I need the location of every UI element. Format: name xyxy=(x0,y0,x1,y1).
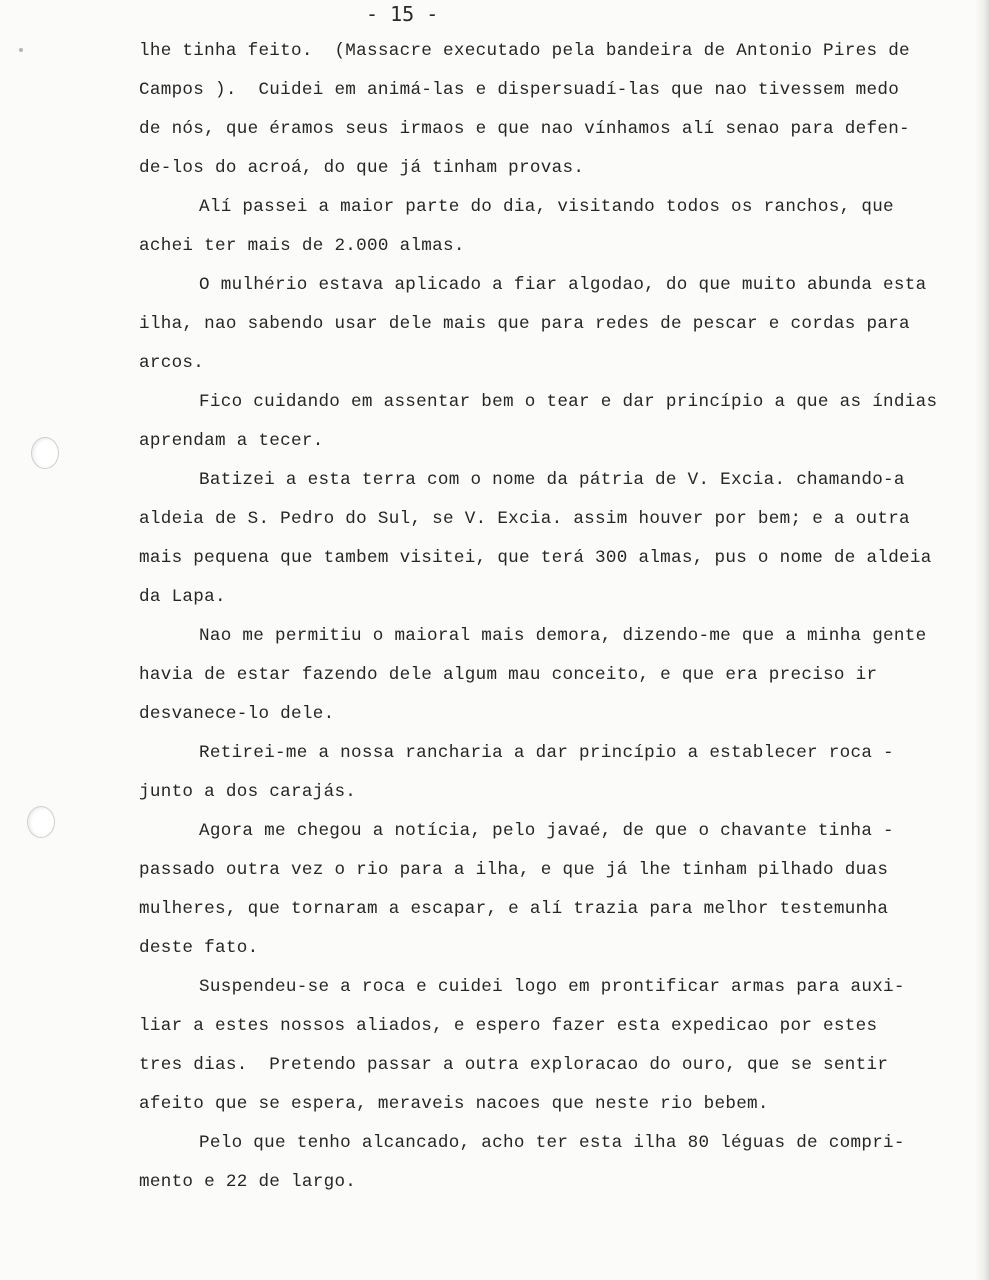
text-line: Agora me chegou a notícia, pelo javaé, de que o chavante tinha - xyxy=(199,821,894,841)
page-number: - 15 - xyxy=(366,2,439,26)
text-line: da Lapa. xyxy=(139,587,226,607)
punch-hole-bottom xyxy=(27,806,55,838)
text-line: Batizei a esta terra com o nome da pátria de V. Excia. chamando-a xyxy=(199,470,905,490)
text-line: arcos. xyxy=(139,353,205,373)
text-line: passado outra vez o rio para a ilha, e que já lhe tinham pilhado duas xyxy=(139,860,889,880)
text-line: aprendam a tecer. xyxy=(139,431,324,451)
text-line: O mulhério estava aplicado a fiar algodao, do que muito abunda esta xyxy=(199,275,927,295)
punch-hole-top xyxy=(31,437,59,469)
text-line: havia de estar fazendo dele algum mau conceito, e que era preciso ir xyxy=(139,665,878,685)
text-line: aldeia de S. Pedro do Sul, se V. Excia. assim houver por bem; e a outra xyxy=(139,509,910,529)
paper-speck xyxy=(19,48,23,52)
text-line: junto a dos carajás. xyxy=(139,782,357,802)
text-line: achei ter mais de 2.000 almas. xyxy=(139,236,465,256)
text-line: liar a estes nossos aliados, e espero fazer esta expedicao por estes xyxy=(139,1016,878,1036)
text-line: desvanece-lo dele. xyxy=(139,704,335,724)
text-line: mulheres, que tornaram a escapar, e alí trazia para melhor testemunha xyxy=(139,899,889,919)
text-line: Fico cuidando em assentar bem o tear e dar princípio a que as índias xyxy=(199,392,938,412)
body-text xyxy=(139,32,979,1202)
text-line: tres dias. Pretendo passar a outra exploracao do ouro, que se sentir xyxy=(139,1055,889,1075)
text-line: mento e 22 de largo. xyxy=(139,1172,357,1192)
text-line: de nós, que éramos seus irmaos e que nao vínhamos alí senao para defen- xyxy=(139,119,910,139)
text-line: Campos ). Cuidei em animá-las e dispersuadí-las que nao tivessem medo xyxy=(139,80,900,100)
text-line: de-los do acroá, do que já tinham provas. xyxy=(139,158,585,178)
text-line: afeito que se espera, meraveis nacoes que neste rio bebem. xyxy=(139,1094,769,1114)
text-line: Nao me permitiu o maioral mais demora, dizendo-me que a minha gente xyxy=(199,626,927,646)
text-line: ilha, nao sabendo usar dele mais que para redes de pescar e cordas para xyxy=(139,314,910,334)
text-line: mais pequena que tambem visitei, que terá 300 almas, pus o nome de aldeia xyxy=(139,548,932,568)
text-line: Pelo que tenho alcancado, acho ter esta ilha 80 léguas de compri- xyxy=(199,1133,905,1153)
text-line: Retirei-me a nossa rancharia a dar princípio a establecer roca - xyxy=(199,743,894,763)
text-line: lhe tinha feito. (Massacre executado pela bandeira de Antonio Pires de xyxy=(139,41,910,61)
text-line: Suspendeu-se a roca e cuidei logo em prontificar armas para auxi- xyxy=(199,977,905,997)
text-line: Alí passei a maior parte do dia, visitando todos os ranchos, que xyxy=(199,197,894,217)
text-line: deste fato. xyxy=(139,938,259,958)
